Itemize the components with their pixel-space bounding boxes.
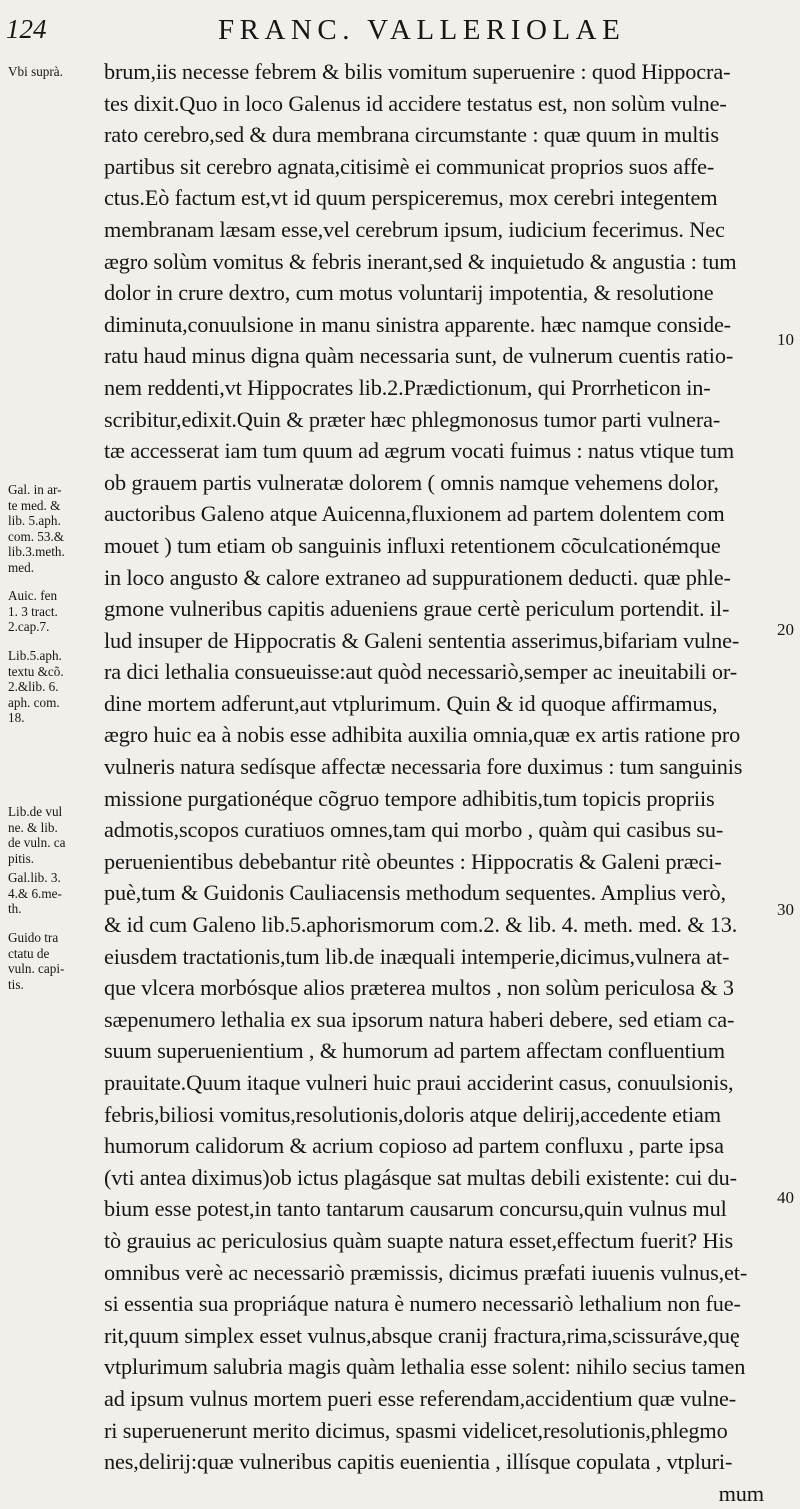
margin-note-line: lib. 5.aph.: [8, 513, 61, 528]
text-line: omnibus verè ac necessariò præmissis, dicimus præfati iuuenis vulnus,et-: [104, 1259, 748, 1285]
page-number: 124: [6, 14, 47, 44]
text-line: lud insuper de Hippocratis & Galeni sententia asserimus,bifariam vulne-: [104, 627, 740, 653]
margin-note: [8, 870, 104, 917]
text-line: rato cerebro,sed & dura membrana circumstante : quæ quum in multis: [104, 122, 719, 148]
text-line: tò grauius ac periculosius quàm suapte natura esset,effectum fuerit? His: [104, 1227, 733, 1253]
text-line: ægro huic ea à nobis esse adhibita auxilia omnia,quæ ex artis ratione pro: [104, 722, 741, 748]
margin-note-line: 4.& 6.me-: [8, 885, 62, 901]
page-header: [0, 14, 800, 54]
text-line: ra dici lethalia consueuisse:aut quòd necessariò,semper ac ineuitabili or-: [104, 659, 737, 685]
margin-note-line: textu &cõ.: [8, 663, 64, 679]
margin-note-line: 1. 3 tract.: [8, 603, 58, 619]
catchword: mum: [718, 1480, 764, 1506]
text-line: gmone vulneribus capitis adueniens graue certè periculum portendit. il-: [104, 596, 730, 622]
margin-note-line: Gal.lib. 3.: [8, 870, 61, 885]
text-line: si essentia sua propriáque natura è numero necessariò lethalium non fue-: [104, 1291, 741, 1317]
text-line: ctus.Eò factum est,vt id quum perspiceremus, mox cerebri integentem: [104, 185, 718, 211]
text-line: humorum calidorum & acrium copioso ad partem confluxu , parte ipsa: [104, 1133, 724, 1159]
text-line: ob grauem partis vulneratæ dolorem ( omnis namque vehemens dolor,: [104, 469, 719, 495]
margin-note-line: th.: [8, 901, 22, 916]
text-line: suum superuenientium , & humorum ad partem affectam confluentium: [104, 1038, 725, 1064]
margin-note-line: ctatu de: [8, 945, 50, 961]
text-line: in loco angusto & calore extraneo ad suppurationem deducti. quæ phle-: [104, 564, 731, 590]
text-line: vulneris natura sedísque affectæ necessaria fore duximus : tum sanguinis: [104, 754, 743, 780]
margin-note-line: 2.cap.7.: [8, 619, 50, 634]
margin-note-line: 18.: [8, 710, 25, 725]
margin-note-line: 2.&lib. 6.: [8, 679, 59, 694]
text-line: rit,quum simplex esset vulnus,absque cranij fractura,rima,scissuráve,quę: [104, 1322, 740, 1348]
text-line: vtplurimum salubria magis quàm lethalia esse solent: nihilo secius tamen: [104, 1354, 746, 1380]
margin-note-line: de vuln. ca: [8, 835, 66, 850]
margin-note-line: te med. &: [8, 497, 61, 513]
text-line: & id cum Galeno lib.5.aphorismorum com.2. & lib. 4. meth. med. & 13.: [104, 912, 738, 938]
text-line: diminuta,conuulsione in manu sinistra apparente. hæc namque conside-: [104, 311, 731, 337]
text-line: nes,delirij:quæ vulneribus capitis euenientia , illísque copulata , vtpluri-: [104, 1449, 733, 1475]
text-line: mouet ) tum etiam ob sanguinis influxi retentionem cõculcationémque: [104, 532, 721, 558]
margin-note: [8, 930, 104, 992]
line-number: 10: [777, 330, 794, 349]
text-line: sæpenumero lethalia ex sua ipsorum natura haberi debere, sed etiam ca-: [104, 1006, 735, 1032]
text-line: missione purgationéque cõgruo tempore adhibitis,tum topicis propriis: [104, 785, 715, 811]
text-line: admotis,scopos curatiuos omnes,tam qui morbo , quàm qui casibus su-: [104, 817, 724, 843]
text-line: febris,biliosi vomitus,resolutionis,doloris atque delirij,accedente etiam: [104, 1101, 721, 1127]
text-line: tæ accesserat iam tum quum ad ægrum vocati fuimus : natus vtique tum: [104, 438, 735, 464]
margin-note-line: ne. & lib.: [8, 819, 58, 835]
line-number: 30: [777, 900, 794, 919]
text-line: eiusdem tractationis,tum lib.de inæquali intemperie,dicimus,vulnera at-: [104, 943, 730, 969]
text-line: auctoribus Galeno atque Auicenna,fluxionem ad partem dolentem com: [104, 501, 725, 527]
text-line: dolor in crure dextro, cum motus voluntarij impotentia, & resolutione: [104, 280, 714, 306]
text-line: prauitate.Quum itaque vulneri huic praui acciderint casus, conuulsionis,: [104, 1070, 734, 1095]
text-line: ratu haud minus digna quàm necessaria sunt, de vulnerum cuentis ratio-: [104, 343, 734, 369]
margin-note: [8, 804, 104, 866]
text-line: bium esse potest,in tanto tantarum causarum concursu,quin vulnus mul: [104, 1196, 727, 1222]
text-line: puè,tum & Guidonis Cauliacensis methodum sequentes. Amplius verò,: [104, 880, 726, 906]
line-number: 20: [777, 620, 794, 639]
margin-note-line: Auic. fen: [8, 588, 58, 603]
margin-note-line: Guido tra: [8, 930, 59, 945]
text-line: scribitur,edixit.Quin & præter hæc phlegmonosus tumor parti vulnera-: [104, 406, 721, 432]
text-line: ri superuenerunt merito dicimus, spasmi videlicet,resolutionis,phlegmo: [104, 1417, 728, 1443]
running-title: FRANC. VALLERIOLAE: [218, 14, 626, 46]
margin-note-line: pitis.: [8, 850, 35, 866]
text-line: brum,iis necesse febrem & bilis vomitum superuenire : quod Hippocra-: [104, 59, 731, 84]
text-line: peruenientibus debebantur ritè obeuntes : Hippocratis & Galeni præci-: [104, 848, 722, 874]
margin-note-line: Lib.de vul: [8, 804, 63, 819]
text-line: (vti antea diximus)ob ictus plagásque sat multas debili existente: cui du-: [104, 1164, 737, 1190]
text-line: ad ipsum vulnus mortem pueri esse referendam,accidentium quæ vulne-: [104, 1385, 737, 1411]
text-line: ægro solùm vomitus & febris inerant,sed & inquietudo & angustia : tum: [104, 248, 737, 274]
margin-note-line: Vbi suprà.: [8, 64, 63, 79]
text-line: partibus sit cerebro agnata,citisimè ei communicat proprios suos affe-: [104, 153, 715, 179]
margin-note-line: Lib.5.aph.: [8, 648, 62, 663]
margin-note-line: med.: [8, 559, 35, 575]
line-number: 40: [777, 1188, 794, 1207]
text-line: nem reddenti,vt Hippocrates lib.2.Prædictionum, qui Prorrheticon in-: [104, 374, 711, 400]
margin-note: [8, 482, 104, 575]
text-line: tes dixit.Quo in loco Galenus id accidere testatus est, non solùm vulne-: [104, 90, 727, 116]
margin-note-line: aph. com.: [8, 694, 60, 710]
margin-note-line: lib.3.meth.: [8, 544, 65, 559]
margin-note-line: com. 53.&: [8, 528, 65, 544]
margin-note: [8, 588, 104, 635]
margin-note-line: vuln. capi-: [8, 961, 65, 976]
margin-note: [8, 64, 104, 80]
margin-note-line: Gal. in ar-: [8, 482, 62, 497]
text-line: dine mortem adferunt,aut vtplurimum. Quin & id quoque affirmamus,: [104, 690, 718, 716]
margin-note-line: tis.: [8, 976, 24, 992]
text-line: membranam læsam esse,vel cerebrum ipsum, iudicium fecerimus. Nec: [104, 216, 725, 242]
margin-note: [8, 648, 104, 726]
text-line: que vlcera morbósque alios præterea multos , non solùm periculosa & 3: [104, 975, 734, 1001]
body-text: [104, 56, 768, 1509]
